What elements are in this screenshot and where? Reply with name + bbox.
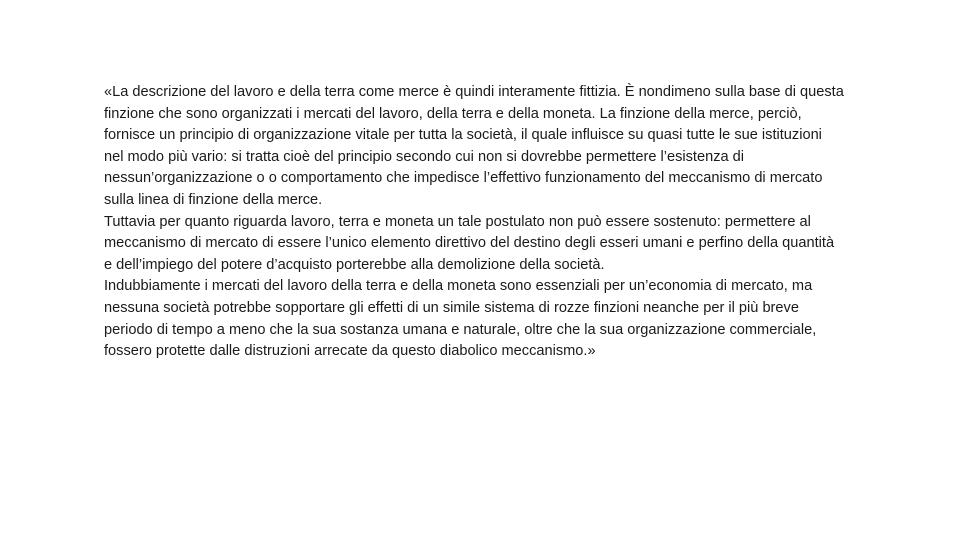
quote-text-block	[104, 82, 844, 363]
quote-paragraph-3: Indubbiamente i mercati del lavoro della terra e della moneta sono essenziali per un’economia di mercato, ma nessuna società potrebbe sopportare gli effetti di un simile sistema di rozze finzioni neanche per il più breve periodo di tempo a meno che la sua sostanza umana e naturale, oltre che la sua organizzazione commerciale, fossero protette dalle distruzioni arrecate da questo diabolico meccanismo.»	[104, 278, 817, 360]
quote-paragraph-1: «La descrizione del lavoro e della terra come merce è quindi interamente fittizia. È nondimeno sulla base di questa finzione che sono organizzati i mercati del lavoro, della terra e della moneta. La finzione della merce, perciò, fornisce un principio di organizzazione vitale per tutta la società, il quale influisce su quasi tutte le sue istituzioni nel modo più vario: si tratta cioè del principio secondo cui non si dovrebbe permettere l’esistenza di nessun’organizzazione o o comportamento che impedisce l’effettivo funzionamento del meccanismo di mercato sulla linea di finzione della merce.	[104, 84, 844, 208]
quote-paragraph-2: Tuttavia per quanto riguarda lavoro, terra e moneta un tale postulato non può essere sostenuto: permettere al meccanismo di mercato di essere l’unico elemento direttivo del destino degli esseri umani e perfino della quantità e dell’impiego del potere d’acquisto porterebbe alla demolizione della società.	[104, 213, 835, 273]
